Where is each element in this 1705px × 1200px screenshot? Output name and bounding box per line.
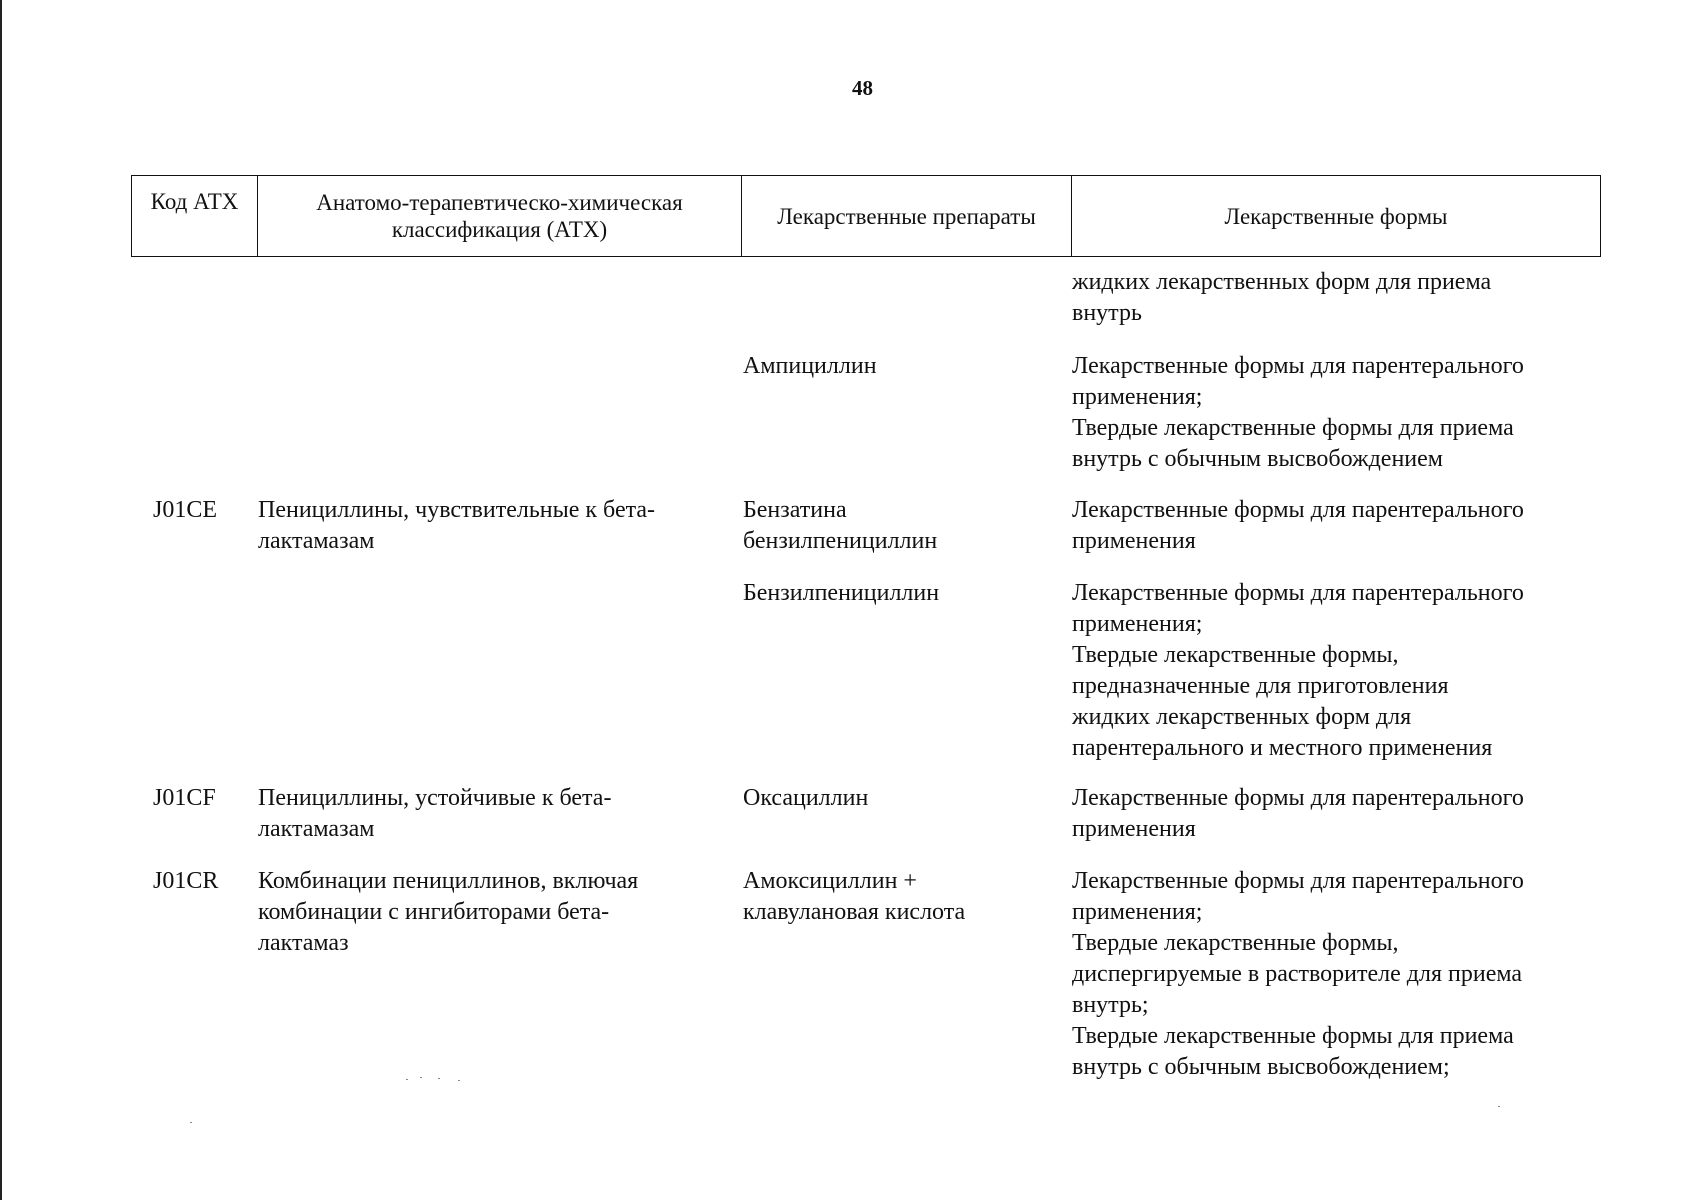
table-header xyxy=(131,175,1601,257)
row-code: J01CE xyxy=(153,497,218,523)
row-forms: Лекарственные формы для парентерального применения xyxy=(1072,785,1524,842)
row-code: J01CF xyxy=(153,785,216,811)
scan-speck xyxy=(190,1122,192,1123)
header-atc-classification: Анатомо-терапевтическо-химическая классификация (АТХ) xyxy=(258,176,742,256)
header-drugs: Лекарственные препараты xyxy=(742,176,1072,256)
scan-speck xyxy=(458,1080,460,1081)
row-atc: Пенициллины, устойчивые к бета- лактамазам xyxy=(258,785,612,842)
row-drug: Бензатина бензилпенициллин xyxy=(743,497,938,554)
scan-left-edge xyxy=(0,0,2,1200)
row-forms: Лекарственные формы для парентерального применения; Твердые лекарственные формы, диспергируемые в растворителе для приема внутрь; Твердые лекарственные формы для приема внутрь с обычным высвобождением; xyxy=(1072,868,1524,1080)
page-number: 48 xyxy=(852,76,873,100)
row-forms: Лекарственные формы для парентерального применения xyxy=(1072,497,1524,554)
row-forms: Лекарственные формы для парентерального применения; Твердые лекарственные формы, предназначенные для приготовления жидких лекарственных форм для парентерального и местного применения xyxy=(1072,580,1524,761)
row-atc: Пенициллины, чувствительные к бета- лактамазам xyxy=(258,497,656,554)
scan-speck xyxy=(406,1079,408,1080)
row-drug: Бензилпенициллин xyxy=(743,580,940,606)
row-forms: Лекарственные формы для парентерального применения; Твердые лекарственные формы для приема внутрь с обычным высвобождением xyxy=(1072,353,1524,472)
scan-speck xyxy=(420,1077,422,1078)
header-dosage-forms: Лекарственные формы xyxy=(1224,203,1448,229)
row-forms: жидких лекарственных форм для приема внутрь xyxy=(1072,269,1492,326)
header-code: Код АТХ xyxy=(132,176,258,256)
row-drug: Оксациллин xyxy=(743,785,869,811)
scan-speck xyxy=(438,1078,440,1079)
row-code: J01CR xyxy=(153,868,219,894)
row-drug: Ампициллин xyxy=(743,353,877,379)
row-drug: Амоксициллин + клавулановая кислота xyxy=(743,868,966,925)
row-atc: Комбинации пенициллинов, включая комбинации с ингибиторами бета- лактамаз xyxy=(258,868,639,956)
scan-speck xyxy=(1498,1106,1500,1107)
